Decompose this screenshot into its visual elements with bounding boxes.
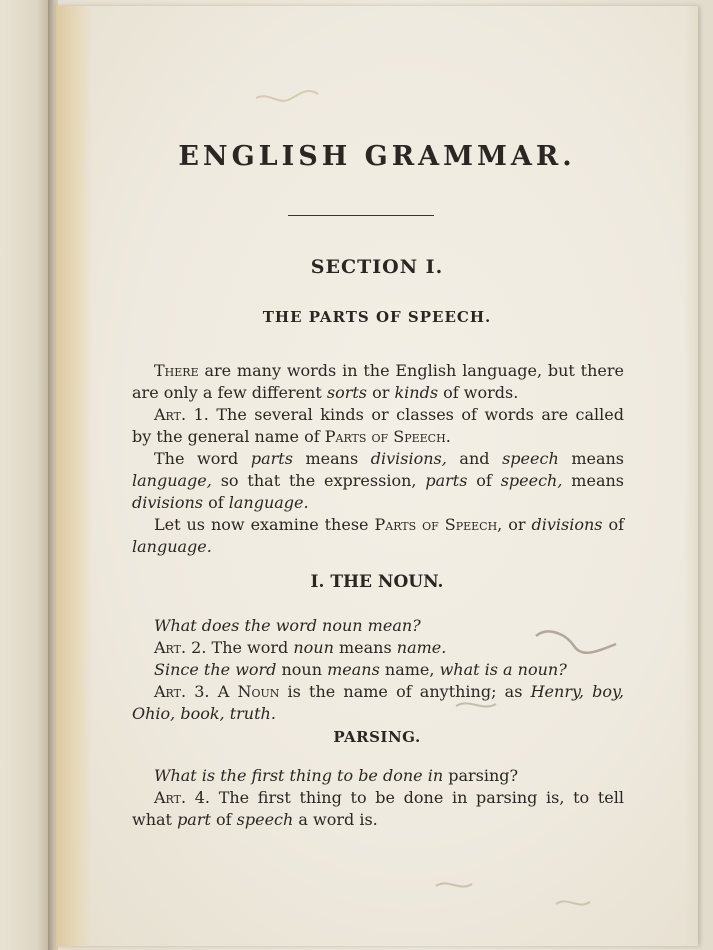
stain-bottom xyxy=(436,883,472,886)
question-parsing: What is the first thing to be done in parsing? xyxy=(154,766,519,785)
stain-bottom-right xyxy=(556,901,590,904)
paragraph-article-1: Art. 1. The several kinds or classes of words are called by the general name of Parts of Speech. xyxy=(132,405,624,446)
paragraph-article-3: Art. 3. A Noun is the name of anything; as Henry, boy, Ohio, book, truth. xyxy=(132,682,625,723)
noun-heading: I. THE NOUN. xyxy=(310,572,444,592)
book-page xyxy=(56,6,698,946)
heading-rule xyxy=(288,215,434,216)
question-noun-meaning: What does the word noun mean? xyxy=(154,616,421,635)
paragraph-intro: There are many words in the English language, but there are only a few different sorts or kinds of words. xyxy=(132,361,624,402)
section-title: SECTION I. xyxy=(310,256,444,278)
parsing-heading: PARSING. xyxy=(333,728,421,746)
paragraph-article-4: Art. 4. The first thing to be done in parsing is, to tell what part of speech a word is. xyxy=(132,788,624,829)
question-what-is-noun: Since the word noun means name, what is a noun? xyxy=(154,660,567,679)
paragraph-examine: Let us now examine these Parts of Speech, or divisions of language. xyxy=(132,515,625,556)
section-subtitle: THE PARTS OF SPEECH. xyxy=(262,308,492,326)
facing-page-edge xyxy=(0,0,52,950)
stain-top xyxy=(256,91,318,101)
paragraph-word-parts: The word parts means divisions, and speech means language, so that the expression, parts of speech, means divisions of language. xyxy=(132,449,625,512)
paragraph-article-2: Art. 2. The word noun means name. xyxy=(154,638,447,657)
page-heading: ENGLISH GRAMMAR. xyxy=(178,141,576,172)
